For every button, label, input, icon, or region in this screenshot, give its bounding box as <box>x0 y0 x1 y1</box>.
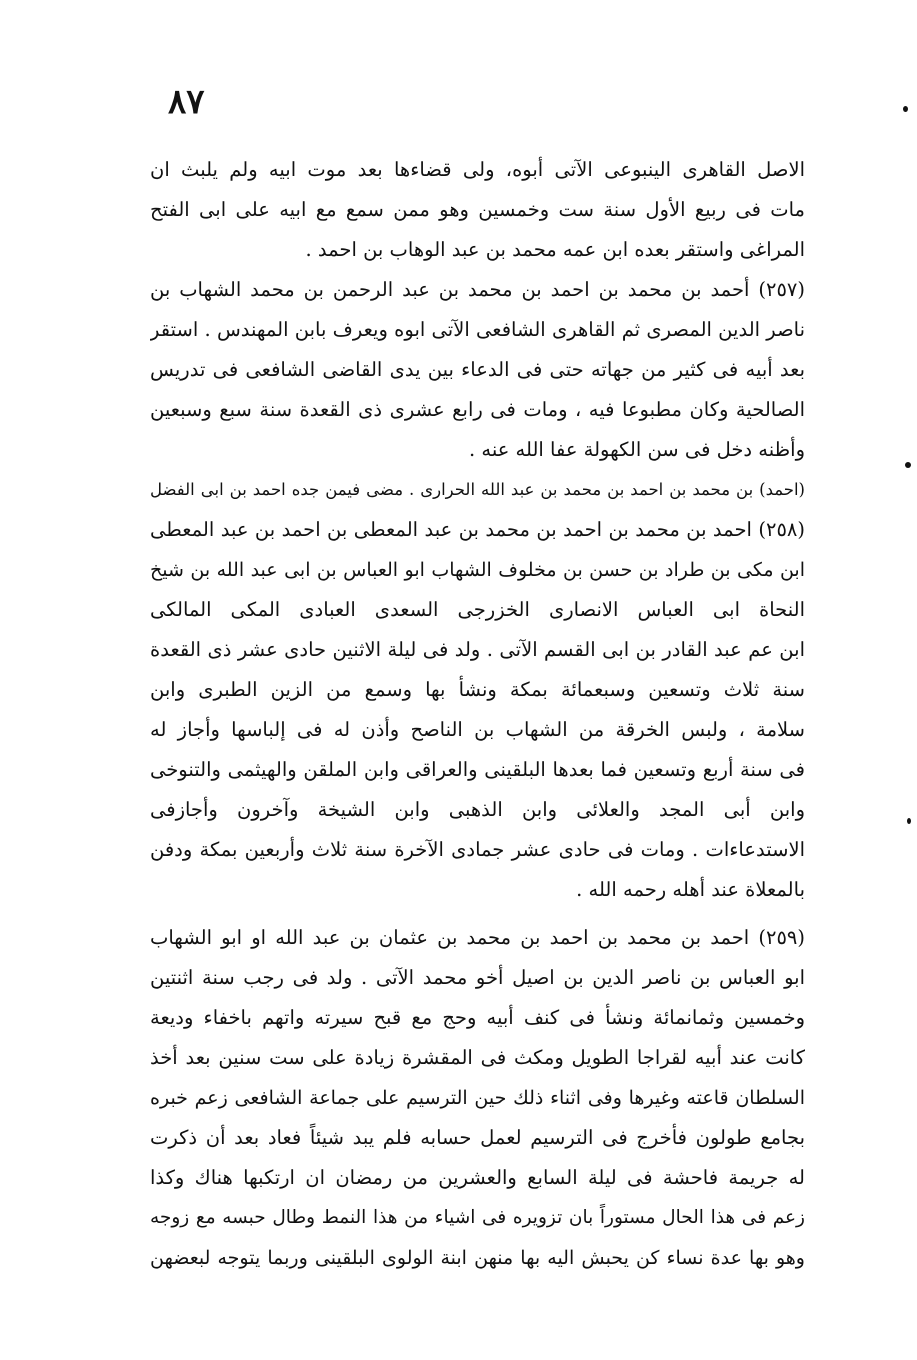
text-line: وخمسين وثمانمائة ونشأ فى كنف أبيه وحج مع قبح سيرته واتهم باخفاء وديعة <box>150 1006 805 1029</box>
entry-258 <box>150 510 805 910</box>
text-line: بالمعلاة عند أهله رحمه الله . <box>576 878 805 901</box>
text-line: الاستدعاءات . ومات فى حادى عشر جمادى الآخرة سنة ثلاث وأربعين بمكة ودفن <box>150 838 805 861</box>
text-line: المراغى واستقر بعده ابن عمه محمد بن عبد الوهاب بن احمد . <box>305 238 805 261</box>
text-line: بعد أبيه فى كثير من جهاته حتى فى الدعاء بين يدى القاضى الشافعى فى تدريس <box>150 358 805 381</box>
text-line: وهو بها عدة نساء كن يحبش اليه بها منهن ابنة الولوى البلقينى وربما يتوجه لبعضهن <box>150 1247 805 1269</box>
scan-speck <box>905 462 911 468</box>
paragraph-continuation <box>150 150 805 270</box>
text-line: ابو العباس بن ناصر الدين بن اصيل أخو محمد الآتى . ولد فى رجب سنة اثنتين <box>150 966 805 989</box>
text-line: مات فى ربيع الأول سنة ست وخمسين وهو ممن سمع مع ابيه على ابى الفتح <box>150 198 805 221</box>
text-line: (احمد) بن محمد بن احمد بن محمد بن عبد الله الحرارى . مضى فيمن جده احمد بن ابى الفضل <box>150 480 805 499</box>
entry-257 <box>150 270 805 470</box>
cross-reference-entry <box>150 470 805 510</box>
text-line: وأظنه دخل فى سن الكهولة عفا الله عنه . <box>468 438 805 461</box>
text-line: (٢٥٩) احمد بن محمد بن احمد بن محمد بن عثمان بن عبد الله او ابو الشهاب <box>150 926 805 949</box>
text-line: كانت عند أبيه لقراجا الطويل ومكث فى المقشرة زيادة على ست سنين بعد أخذ <box>150 1046 805 1069</box>
text-line: له جريمة فاحشة فى ليلة السابع والعشرين من رمضان ان ارتكبها هناك وكذا <box>150 1166 805 1189</box>
entry-259 <box>150 918 805 1278</box>
text-line: ابن مكى بن طراد بن حسن بن مخلوف الشهاب ابو العباس بن ابى عبد الله بن شيخ <box>150 559 805 581</box>
text-line: النحاة ابى العباس الانصارى الخزرجى السعدى العبادى المكى المالكى <box>150 598 805 621</box>
text-line: سلامة ، ولبس الخرقة من الشهاب بن الناصح وأذن له فى إلباسها وأجاز له <box>150 718 805 741</box>
text-line: (٢٥٧) أحمد بن محمد بن احمد بن محمد بن عبد الرحمن بن محمد الشهاب بن <box>150 278 805 301</box>
text-line: فى سنة أربع وتسعين فما بعدها البلقينى والعراقى وابن الملقن والهيثمى والتنوخى <box>150 758 805 781</box>
text-line: الصالحية وكان مطبوعا فيه ، ومات فى رابع عشرى ذى القعدة سنة سبع وسبعين <box>150 398 805 421</box>
page-number: ٨٧ <box>168 82 205 122</box>
text-line: ابن عم عبد القادر بن ابى القسم الآتى . ولد فى ليلة الاثنين حادى عشر ذى القعدة <box>150 638 805 661</box>
scan-speck <box>903 106 908 112</box>
text-line: ناصر الدين المصرى ثم القاهرى الشافعى الآتى ابوه ويعرف بابن المهندس . استقر <box>150 318 805 341</box>
text-line: سنة ثلاث وتسعين وسبعمائة بمكة ونشأ بها وسمع من الزين الطبرى وابن <box>150 678 805 701</box>
text-line: الاصل القاهرى الينبوعى الآتى أبوه، ولى قضاءها بعد موت ابيه ولم يلبث ان <box>150 158 805 181</box>
scan-speck <box>907 818 911 824</box>
text-line: وابن أبى المجد والعلائى وابن الذهبى وابن الشيخة وآخرون وأجازفى <box>150 798 805 821</box>
text-line: السلطان قاعته وغيرها وفى اثناء ذلك حين الترسيم على جماعة الشافعى زعم خبره <box>150 1087 805 1109</box>
text-line: زعم فى هذا الحال مستوراً بان تزويره فى اشياء من هذا النمط وطال حبسه مع زوجه <box>150 1207 805 1228</box>
text-line: (٢٥٨) احمد بن محمد بن احمد بن محمد بن عبد المعطى بن احمد بن عبد المعطى <box>150 518 805 541</box>
text-line: بجامع طولون فأخرج فى الترسيم لعمل حسابه فلم يبد شيئاً فعاد بعد أن ذكرت <box>150 1126 805 1149</box>
